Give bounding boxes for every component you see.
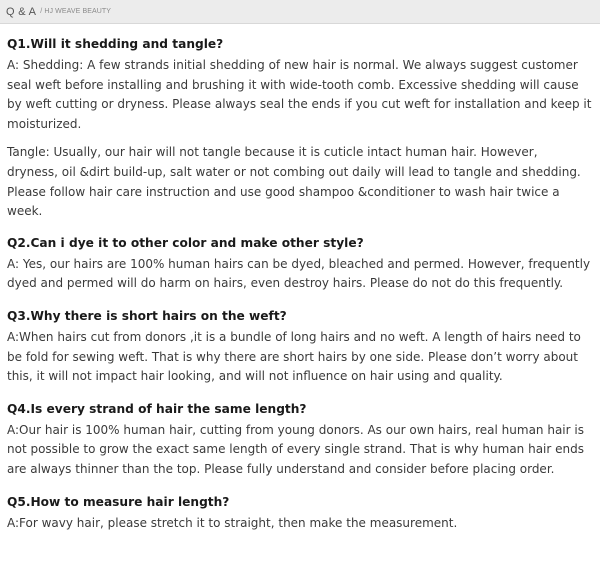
faq-item [7,401,592,480]
faq-question: Q4.Is every strand of hair the same length? [7,401,307,416]
faq-answer: Tangle: Usually, our hair will not tangle because it is cuticle intact human hair. However, dryness, oil &dirt build-up, salt water or not combing out daily will lead to tangle and shedding. Please follow hair care instruction and use good shampoo &conditioner to wash hair twice a week. [7,145,581,219]
section-title: Q & A [6,5,37,18]
section-header [0,0,600,24]
faq-item [7,308,592,387]
faq-answer: A:When hairs cut from donors ,it is a bundle of long hairs and no weft. A length of hairs need to be fold for sewing weft. That is why there are short hairs by one side. Please don’t worry about this, it will not impact hair looking, and will not influence on hair using and quality. [7,329,581,384]
faq-answer: A:Our hair is 100% human hair, cutting from young donors. As our own hairs, real human hair is not possible to grow the exact same length of every single strand. That is why human hair ends are always thinner than the top. Please fully understand and consider before placing order. [7,422,584,476]
faq-question: Q1.Will it shedding and tangle? [7,37,224,51]
faq-list [0,24,600,533]
faq-question: Q2.Can i dye it to other color and make other style? [7,235,364,250]
faq-answer: A:For wavy hair, please stretch it to straight, then make the measurement. [7,515,458,530]
faq-answer: A: Shedding: A few strands initial shedding of new hair is normal. We always suggest customer seal weft before installing and brushing it with wide-tooth comb. Excessive shedding will cause by weft cutting or dryness. Please always seal the ends if you cut weft for installation and keep it moisturized. [7,58,592,131]
faq-question: Q3.Why there is short hairs on the weft? [7,308,287,323]
faq-item [7,235,592,294]
brand-subtitle: / HJ WEAVE BEAUTY [40,8,112,15]
faq-question: Q5.How to measure hair length? [7,494,230,509]
faq-item [7,494,592,534]
faq-answer: A: Yes, our hairs are 100% human hairs can be dyed, bleached and permed. However, frequently dyed and permed will do harm on hairs, even destroy hairs. Please do not do this frequently. [7,256,591,291]
faq-item [7,36,592,222]
